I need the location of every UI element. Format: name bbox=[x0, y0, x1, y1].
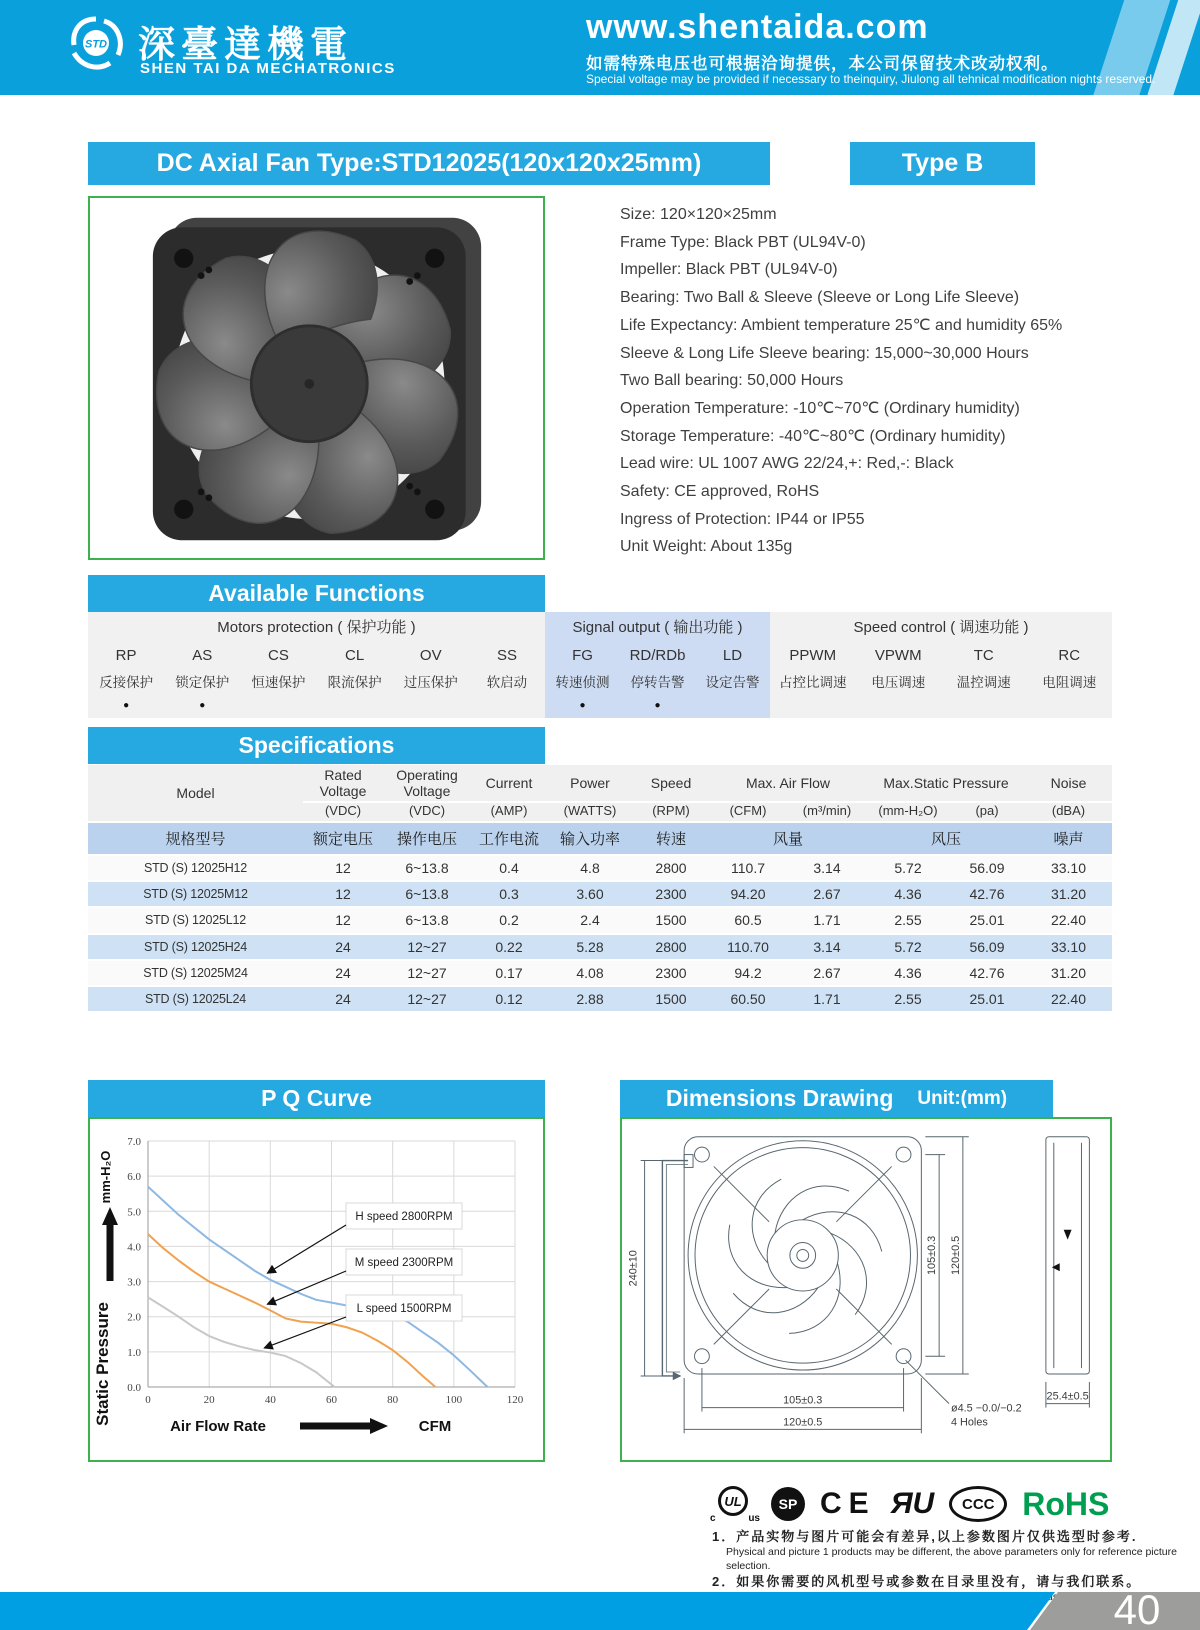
dim-hole-count: 4 Holes bbox=[951, 1416, 988, 1429]
spec-line: Unit Weight: About 135g bbox=[620, 538, 793, 556]
af-cn: 恒速保护 bbox=[251, 675, 306, 690]
svg-text:3.0: 3.0 bbox=[127, 1276, 141, 1289]
header-note-en: Special voltage may be provided if necessary to theinquiry, Jiulong all tehnical modification nights reserved. bbox=[586, 72, 1156, 86]
col-cn: 转速 bbox=[633, 823, 709, 856]
dimensions-drawing bbox=[622, 1119, 1110, 1460]
af-empty bbox=[770, 698, 856, 718]
af-empty bbox=[856, 698, 942, 718]
footer-blue-bar bbox=[0, 1592, 1055, 1630]
af-function bbox=[317, 642, 393, 718]
value-cell: 24 bbox=[303, 987, 383, 1013]
value-cell: 6~13.8 bbox=[383, 882, 471, 908]
dimensions-title-bar bbox=[620, 1080, 1053, 1117]
culus-c-text: c bbox=[710, 1513, 716, 1524]
svg-text:0.0: 0.0 bbox=[127, 1382, 141, 1394]
col-unit: (RPM) bbox=[633, 803, 709, 823]
af-empty bbox=[1027, 698, 1113, 718]
header-note-cn: 如需特殊电压也可根据洽询提供，本公司保留技术改动权利。 bbox=[586, 55, 1059, 73]
af-function bbox=[393, 642, 469, 718]
spec-line: Two Ball bearing: 50,000 Hours bbox=[620, 372, 844, 390]
dimensions-unit: Unit:(mm) bbox=[917, 1087, 1008, 1109]
af-cn: 停转告警 bbox=[630, 675, 685, 690]
specifications-title: Specifications bbox=[88, 727, 545, 764]
svg-text:7.0: 7.0 bbox=[127, 1136, 141, 1148]
value-cell: 5.72 bbox=[867, 856, 949, 882]
svg-text:CFM: CFM bbox=[418, 1418, 452, 1435]
product-title: DC Axial Fan Type:STD12025(120x120x25mm) bbox=[88, 142, 770, 185]
specifications-table bbox=[88, 765, 1112, 1013]
svg-text:80: 80 bbox=[387, 1394, 399, 1406]
svg-text:1.0: 1.0 bbox=[127, 1346, 141, 1359]
col-unit: (VDC) bbox=[303, 803, 383, 823]
dim-right-inner: 105±0.3 bbox=[926, 1235, 939, 1275]
note1-cn: 1．产品实物与图片可能会有差异,以上参数图片仅供选型时参考. bbox=[712, 1529, 1138, 1544]
value-cell: 2.55 bbox=[867, 987, 949, 1013]
af-empty bbox=[695, 698, 770, 718]
af-cn: 温控调速 bbox=[956, 675, 1011, 690]
af-code: TC bbox=[973, 647, 994, 664]
svg-text:60: 60 bbox=[326, 1394, 337, 1406]
col-cn: 风量 bbox=[709, 823, 867, 856]
svg-text:4.0: 4.0 bbox=[127, 1241, 141, 1254]
af-function bbox=[1027, 642, 1113, 718]
value-cell: 4.08 bbox=[547, 961, 633, 987]
value-cell: 0.4 bbox=[471, 856, 547, 882]
af-supported-dot: ● bbox=[123, 700, 130, 711]
value-cell: 94.20 bbox=[709, 882, 787, 908]
af-code: PPWM bbox=[789, 647, 837, 664]
af-function bbox=[545, 642, 620, 718]
value-cell: 4.36 bbox=[867, 882, 949, 908]
value-cell: 2300 bbox=[633, 882, 709, 908]
spec-line: Sleeve & Long Life Sleeve bearing: 15,000~30,000 Hours bbox=[620, 344, 1029, 362]
af-group bbox=[545, 612, 770, 718]
col-header: Current bbox=[471, 765, 547, 803]
af-empty bbox=[317, 698, 393, 718]
value-cell: 56.09 bbox=[949, 935, 1025, 961]
fan-photo bbox=[122, 210, 512, 546]
spec-line: Frame Type: Black PBT (UL94V-0) bbox=[620, 233, 866, 251]
value-cell: 12~27 bbox=[383, 987, 471, 1013]
rohs-mark: RoHS bbox=[1022, 1485, 1110, 1522]
af-code: CS bbox=[268, 647, 289, 664]
af-function bbox=[770, 642, 856, 718]
af-code: RC bbox=[1058, 647, 1081, 664]
note2-en: us. bbox=[1047, 1591, 1062, 1603]
col-unit: (dBA) bbox=[1025, 803, 1112, 823]
value-cell: 42.76 bbox=[949, 882, 1025, 908]
value-cell: 2800 bbox=[633, 935, 709, 961]
value-cell: 2.88 bbox=[547, 987, 633, 1013]
spec-line: Size: 120×120×25mm bbox=[620, 206, 777, 223]
available-functions-table bbox=[88, 612, 1112, 718]
col-unit: (WATTS) bbox=[547, 803, 633, 823]
af-empty bbox=[240, 698, 316, 718]
spec-line: Lead wire: UL 1007 AWG 22/24,+: Red,-: Black bbox=[620, 455, 954, 473]
af-function bbox=[620, 642, 695, 718]
af-group-label: Motors protection ( 保护功能 ) bbox=[217, 619, 416, 636]
col-cn: 输入功率 bbox=[547, 823, 633, 856]
col-header-pressure: Max.Static Pressure bbox=[867, 765, 1025, 803]
af-code: AS bbox=[192, 647, 213, 664]
value-cell: 22.40 bbox=[1025, 908, 1112, 934]
value-cell: 5.28 bbox=[547, 935, 633, 961]
col-header-airflow: Max. Air Flow bbox=[709, 765, 867, 803]
dim-wire-length: 240±10 bbox=[627, 1250, 640, 1287]
af-cn: 转速侦测 bbox=[555, 675, 610, 690]
col-header: Rated Voltage bbox=[303, 765, 383, 803]
col-header: Speed bbox=[633, 765, 709, 803]
value-cell: 12~27 bbox=[383, 961, 471, 987]
dim-right-outer: 120±0.5 bbox=[949, 1235, 962, 1275]
af-function bbox=[941, 642, 1027, 718]
ce-mark-icon: CE bbox=[820, 1487, 876, 1520]
legend-label: L speed 1500RPM bbox=[356, 1303, 452, 1315]
svg-text:2.0: 2.0 bbox=[127, 1311, 141, 1324]
af-empty bbox=[941, 698, 1027, 718]
pq-curve-title: P Q Curve bbox=[88, 1080, 545, 1117]
af-cn: 限流保护 bbox=[327, 675, 382, 690]
value-cell: 2300 bbox=[633, 961, 709, 987]
value-cell: 60.50 bbox=[709, 987, 787, 1013]
value-cell: 25.01 bbox=[949, 987, 1025, 1013]
website-url[interactable]: www.shentaida.com bbox=[586, 8, 929, 46]
spec-line: Bearing: Two Ball & Sleeve (Sleeve or Long Life Sleeve) bbox=[620, 289, 1020, 307]
page-header bbox=[0, 0, 1200, 95]
dim-hole-diameter: ø4.5 −0.0/−0.2 bbox=[951, 1402, 1022, 1415]
af-function bbox=[164, 642, 240, 718]
spec-line: Safety: CE approved, RoHS bbox=[620, 483, 820, 501]
value-cell: 94.2 bbox=[709, 961, 787, 987]
value-cell: 24 bbox=[303, 935, 383, 961]
af-supported-dot: ● bbox=[579, 700, 586, 711]
value-cell: 31.20 bbox=[1025, 961, 1112, 987]
value-cell: 3.60 bbox=[547, 882, 633, 908]
spec-line: Operation Temperature: -10℃~70℃ (Ordinary humidity) bbox=[620, 399, 1020, 417]
ccc-mark-icon: CCC bbox=[949, 1486, 1007, 1522]
af-empty bbox=[393, 698, 469, 718]
value-cell: 2.55 bbox=[867, 908, 949, 934]
af-function bbox=[695, 642, 770, 718]
culus-mark-icon bbox=[710, 1484, 760, 1524]
value-cell: 2.67 bbox=[787, 882, 867, 908]
col-header-model: Model bbox=[88, 765, 303, 823]
page-number: 40 bbox=[1113, 1586, 1161, 1630]
model-cell: STD (S) 12025H24 bbox=[88, 935, 303, 961]
model-cell: STD (S) 12025H12 bbox=[88, 856, 303, 882]
af-code: OV bbox=[419, 647, 442, 664]
note1-en: Physical and picture 1 products may be different, the above parameters only for reference picture selection. bbox=[726, 1546, 1177, 1572]
col-unit: (pa) bbox=[949, 803, 1025, 823]
svg-text:100: 100 bbox=[445, 1394, 463, 1406]
col-cn: 规格型号 bbox=[88, 823, 303, 856]
note2-cn: 2．如果你需要的风机型号或参数在目录里没有，请与我们联系。 bbox=[712, 1574, 1142, 1589]
col-unit: (mm-H₂O) bbox=[867, 803, 949, 823]
af-function bbox=[469, 642, 545, 718]
value-cell: 12~27 bbox=[383, 935, 471, 961]
af-cn: 电压调速 bbox=[871, 675, 926, 690]
value-cell: 12 bbox=[303, 882, 383, 908]
af-function bbox=[240, 642, 316, 718]
svg-text:mm-H₂O: mm-H₂O bbox=[98, 1150, 113, 1204]
col-cn: 风压 bbox=[867, 823, 1025, 856]
af-code: SS bbox=[496, 647, 517, 664]
value-cell: 2.4 bbox=[547, 908, 633, 934]
af-code: RD/RDb bbox=[629, 647, 686, 664]
af-cn: 反接保护 bbox=[99, 675, 154, 690]
dimensions-title: Dimensions Drawing bbox=[665, 1085, 894, 1111]
pq-curve-chart bbox=[90, 1119, 543, 1460]
value-cell: 1.71 bbox=[787, 908, 867, 934]
svg-text:120: 120 bbox=[506, 1394, 524, 1406]
af-code: VPWM bbox=[874, 647, 922, 664]
value-cell: 5.72 bbox=[867, 935, 949, 961]
svg-text:Air Flow Rate: Air Flow Rate bbox=[170, 1418, 266, 1435]
dim-bottom-inner: 105±0.3 bbox=[783, 1394, 823, 1407]
value-cell: 0.17 bbox=[471, 961, 547, 987]
csa-mark-icon: SP bbox=[771, 1487, 805, 1521]
af-supported-dot: ● bbox=[654, 700, 661, 711]
svg-text:40: 40 bbox=[264, 1394, 276, 1406]
value-cell: 1.71 bbox=[787, 987, 867, 1013]
type-badge: Type B bbox=[850, 142, 1035, 185]
value-cell: 1500 bbox=[633, 987, 709, 1013]
col-unit: (AMP) bbox=[471, 803, 547, 823]
available-functions-title: Available Functions bbox=[88, 575, 545, 612]
spec-line: Life Expectancy: Ambient temperature 25℃ and humidity 65% bbox=[620, 316, 1063, 334]
svg-text:20: 20 bbox=[203, 1394, 215, 1406]
legend-label: M speed 2300RPM bbox=[354, 1257, 454, 1269]
value-cell: 33.10 bbox=[1025, 935, 1112, 961]
dim-bottom-outer: 120±0.5 bbox=[783, 1416, 823, 1429]
value-cell: 4.8 bbox=[547, 856, 633, 882]
af-cn: 占控比调速 bbox=[779, 675, 847, 690]
af-cn: 软启动 bbox=[486, 675, 528, 690]
af-code: LD bbox=[722, 647, 743, 664]
ul-recognized-mark-icon: ЯU bbox=[890, 1487, 935, 1520]
spec-line: Ingress of Protection: IP44 or IP55 bbox=[620, 510, 865, 528]
value-cell: 0.2 bbox=[471, 908, 547, 934]
svg-text:5.0: 5.0 bbox=[127, 1206, 141, 1219]
col-cn: 工作电流 bbox=[471, 823, 547, 856]
legend-label: H speed 2800RPM bbox=[355, 1211, 453, 1223]
spec-line: Storage Temperature: -40℃~80℃ (Ordinary humidity) bbox=[620, 427, 1006, 445]
value-cell: 22.40 bbox=[1025, 987, 1112, 1013]
af-function bbox=[88, 642, 164, 718]
value-cell: 110.70 bbox=[709, 935, 787, 961]
spec-line: Impeller: Black PBT (UL94V-0) bbox=[620, 261, 838, 279]
dim-depth: 25.4±0.5 bbox=[1046, 1390, 1089, 1403]
culus-ul-text: UL bbox=[718, 1486, 748, 1516]
certification-row bbox=[712, 1484, 1109, 1524]
curve-l bbox=[148, 1297, 335, 1387]
company-logo-fan-icon bbox=[66, 13, 126, 73]
company-name-cn: 深臺達機電 bbox=[138, 24, 353, 65]
af-group-label: Signal output ( 输出功能 ) bbox=[572, 619, 743, 636]
value-cell: 1500 bbox=[633, 908, 709, 934]
value-cell: 2.67 bbox=[787, 961, 867, 987]
value-cell: 12 bbox=[303, 908, 383, 934]
value-cell: 12 bbox=[303, 856, 383, 882]
pq-curve-box bbox=[88, 1117, 545, 1462]
value-cell: 4.36 bbox=[867, 961, 949, 987]
culus-us-text: us bbox=[748, 1513, 760, 1524]
value-cell: 0.12 bbox=[471, 987, 547, 1013]
value-cell: 42.76 bbox=[949, 961, 1025, 987]
af-cn: 过压保护 bbox=[403, 675, 458, 690]
value-cell: 2800 bbox=[633, 856, 709, 882]
af-cn: 锁定保护 bbox=[175, 675, 230, 690]
af-group bbox=[770, 612, 1112, 718]
af-supported-dot: ● bbox=[199, 700, 206, 711]
value-cell: 3.14 bbox=[787, 856, 867, 882]
value-cell: 33.10 bbox=[1025, 856, 1112, 882]
col-unit: (m³/min) bbox=[787, 803, 867, 823]
af-code: CL bbox=[345, 647, 365, 664]
af-cn: 设定告警 bbox=[705, 675, 760, 690]
af-group-label: Speed control ( 调速功能 ) bbox=[853, 619, 1029, 636]
col-cn: 操作电压 bbox=[383, 823, 471, 856]
value-cell: 6~13.8 bbox=[383, 908, 471, 934]
dimensions-box bbox=[620, 1117, 1112, 1462]
value-cell: 60.5 bbox=[709, 908, 787, 934]
svg-text:Static Pressure: Static Pressure bbox=[93, 1302, 112, 1426]
svg-text:6.0: 6.0 bbox=[127, 1171, 141, 1184]
col-unit: (VDC) bbox=[383, 803, 471, 823]
model-cell: STD (S) 12025L12 bbox=[88, 908, 303, 934]
af-code: FG bbox=[572, 647, 593, 664]
model-cell: STD (S) 12025L24 bbox=[88, 987, 303, 1013]
af-empty bbox=[469, 698, 545, 718]
col-header: Operating Voltage bbox=[383, 765, 471, 803]
model-cell: STD (S) 12025M24 bbox=[88, 961, 303, 987]
product-photo-box bbox=[88, 196, 545, 560]
af-group bbox=[88, 612, 545, 718]
company-name-en: SHEN TAI DA MECHATRONICS bbox=[140, 60, 396, 77]
value-cell: 6~13.8 bbox=[383, 856, 471, 882]
value-cell: 24 bbox=[303, 961, 383, 987]
col-header: Power bbox=[547, 765, 633, 803]
value-cell: 25.01 bbox=[949, 908, 1025, 934]
value-cell: 0.22 bbox=[471, 935, 547, 961]
value-cell: 56.09 bbox=[949, 856, 1025, 882]
value-cell: 3.14 bbox=[787, 935, 867, 961]
af-function bbox=[856, 642, 942, 718]
af-cn: 电阻调速 bbox=[1042, 675, 1097, 690]
col-cn: 噪声 bbox=[1025, 823, 1112, 856]
model-cell: STD (S) 12025M12 bbox=[88, 882, 303, 908]
col-unit: (CFM) bbox=[709, 803, 787, 823]
af-code: RP bbox=[115, 647, 137, 664]
value-cell: 31.20 bbox=[1025, 882, 1112, 908]
col-header-noise: Noise bbox=[1025, 765, 1112, 803]
logo-text: STD bbox=[85, 38, 107, 51]
value-cell: 0.3 bbox=[471, 882, 547, 908]
svg-text:0: 0 bbox=[145, 1394, 151, 1406]
col-cn: 额定电压 bbox=[303, 823, 383, 856]
value-cell: 110.7 bbox=[709, 856, 787, 882]
product-spec-list bbox=[620, 201, 1120, 561]
